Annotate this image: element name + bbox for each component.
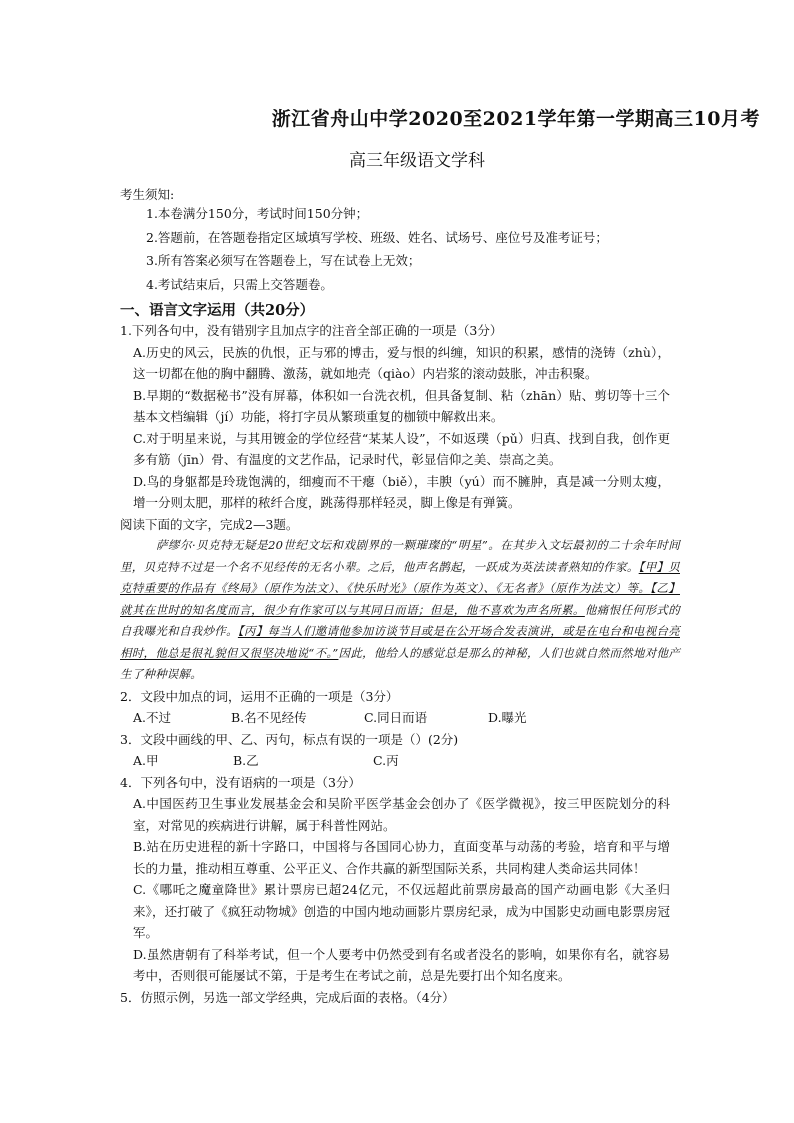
notice-item: 2.答题前，在答题卷指定区域填写学校、班级、姓名、试场号、座位号及准考证号； — [146, 229, 608, 245]
exam-subtitle: 高三年级语文学科 — [349, 151, 485, 171]
notice-list — [146, 202, 608, 296]
q2-option-a: A.不过 — [133, 710, 172, 725]
q4-option-d: D.虽然唐朝有了科举考试，但一个人要考中仍然受到有名或者没名的影响，如果你有名，就容易考中，否则很可能屡试不第，于是考生在考试之前，总是先要打出个知名度来。 — [133, 946, 670, 983]
passage-part: 他痛恨任何形式的自我曝光和自我炒作。 — [120, 602, 680, 638]
notice-item: 4.考试结束后，只需上交答题卷。 — [146, 276, 333, 292]
notice-heading: 考生须知: — [120, 187, 175, 202]
exam-title: 浙江省舟山中学2020至2021学年第一学期高三10月考 — [271, 108, 760, 130]
notice-item: 3.所有答案必须写在答题卷上，写在试卷上无效； — [146, 253, 421, 268]
q3-option-a: A.甲 — [133, 753, 159, 768]
q4-stem: 4．下列各句中，没有语病的一项是（3分） — [120, 774, 361, 790]
reading-passage — [120, 535, 680, 686]
q2-option-d: D.曝光 — [488, 710, 527, 725]
passage-sentence-bing: 【丙】每当人们邀请他参加访谈节目或是在公开场合发表演讲，或是在电台和电视台亮相时，他总是很礼貌但又很坚决地说“不。” — [120, 624, 680, 660]
q1-option-d: D.鸟的身躯都是玲珑饱满的，细瘦而不干瘪（biě），丰腴（yú）而不臃肿，真是减一分则太瘦，增一分则太肥，那样的秾纤合度，跳荡得那样轻灵，脚上像是有弹簧。 — [133, 473, 670, 510]
q4-option-c: C.《哪吒之魔童降世》累计票房已超24亿元，不仅远超此前票房最高的国产动画电影《大圣归来》，还打破了《疯狂动物城》创造的中国内地动画影片票房纪录，成为中国影史动画电影票房冠军。 — [133, 882, 670, 940]
q3-option-b: B.乙 — [233, 753, 259, 768]
reading-intro: 阅读下面的文字，完成2—3题。 — [120, 516, 299, 532]
q2-options — [120, 707, 680, 729]
q3-option-c: C.丙 — [373, 753, 399, 768]
passage-part: 萨缪尔·贝克特无疑是20世纪文坛和戏剧界的一颗璀璨的“明星”。在其步入文坛最初的二十余年时间里，贝克特不过是一个名不见经传的无名小辈。之后，他声名鹊起，一跃成为英法读者熟知的作家。 — [120, 538, 680, 574]
q1-option-b: B.早期的“数据秘书”没有屏幕，体积如一台洗衣机，但具备复制、粘（zhān）贴、剪切等十三个基本文档编辑（jí）功能，将打字员从繁琐重复的枷锁中解救出来。 — [133, 387, 670, 424]
q3-stem: 3．文段中画线的甲、乙、丙句，标点有误的一项是（）(2分) — [120, 731, 459, 747]
section-title: 一、语言文字运用（共20分） — [120, 302, 315, 319]
q2-option-c: C.同日而语 — [364, 710, 428, 725]
passage-sentence-yi: 【乙】就其在世时的知名度而言，很少有作家可以与其同日而语；但是，他不喜欢为声名所累。 — [120, 581, 680, 617]
notice-item: 1.本卷满分150分，考试时间150分钟； — [146, 206, 369, 221]
q1-option-a: A.历史的风云，民族的仇恨，正与邪的博击，爱与恨的纠缠，知识的积累，感情的浇铸（zhù），这一切都在他的胸中翻腾、激荡，就如地壳（qiào）内岩浆的滚动鼓胀，冲击积聚。 — [133, 344, 670, 381]
q4-option-b: B.站在历史进程的新十字路口，中国将与各国同心协力，直面变革与动荡的考验，培育和平与增长的力量，推动相互尊重、公平正义、合作共赢的新型国际关系，共同构建人类命运共同体！ — [133, 839, 670, 876]
q2-option-b: B.名不见经传 — [231, 710, 307, 725]
exam-content — [120, 320, 680, 1008]
passage-sentence-jia: 【甲】贝克特重要的作品有《终局》（原作为法文）、《快乐时光》（原作为英文）、《无名者》（原作为法文）等。 — [120, 559, 680, 595]
q2-stem: 2．文段中加点的词，运用不正确的一项是（3分） — [120, 688, 399, 704]
q5-stem: 5．仿照示例，另选一部文学经典，完成后面的表格。（4分） — [120, 989, 455, 1005]
passage-part: 因此，他给人的感觉总是那么的神秘，人们也就自然而然地对他产生了种种误解。 — [120, 645, 680, 681]
q3-options — [120, 750, 680, 772]
q1-stem: 1.下列各句中，没有错别字且加点字的注音全部正确的一项是（3分） — [120, 323, 503, 338]
q4-option-a: A.中国医药卫生事业发展基金会和吴阶平医学基金会创办了《医学微视》，按三甲医院划分的科室，对常见的疾病进行讲解，属于科普性网站。 — [133, 796, 670, 833]
q1-option-c: C.对于明星来说，与其用镀金的学位经营“某某人设”，不如返璞（pǔ）归真、找到自我，创作更多有筋（jīn）骨、有温度的文艺作品，记录时代，彰显信仰之美、崇高之美。 — [133, 430, 670, 467]
